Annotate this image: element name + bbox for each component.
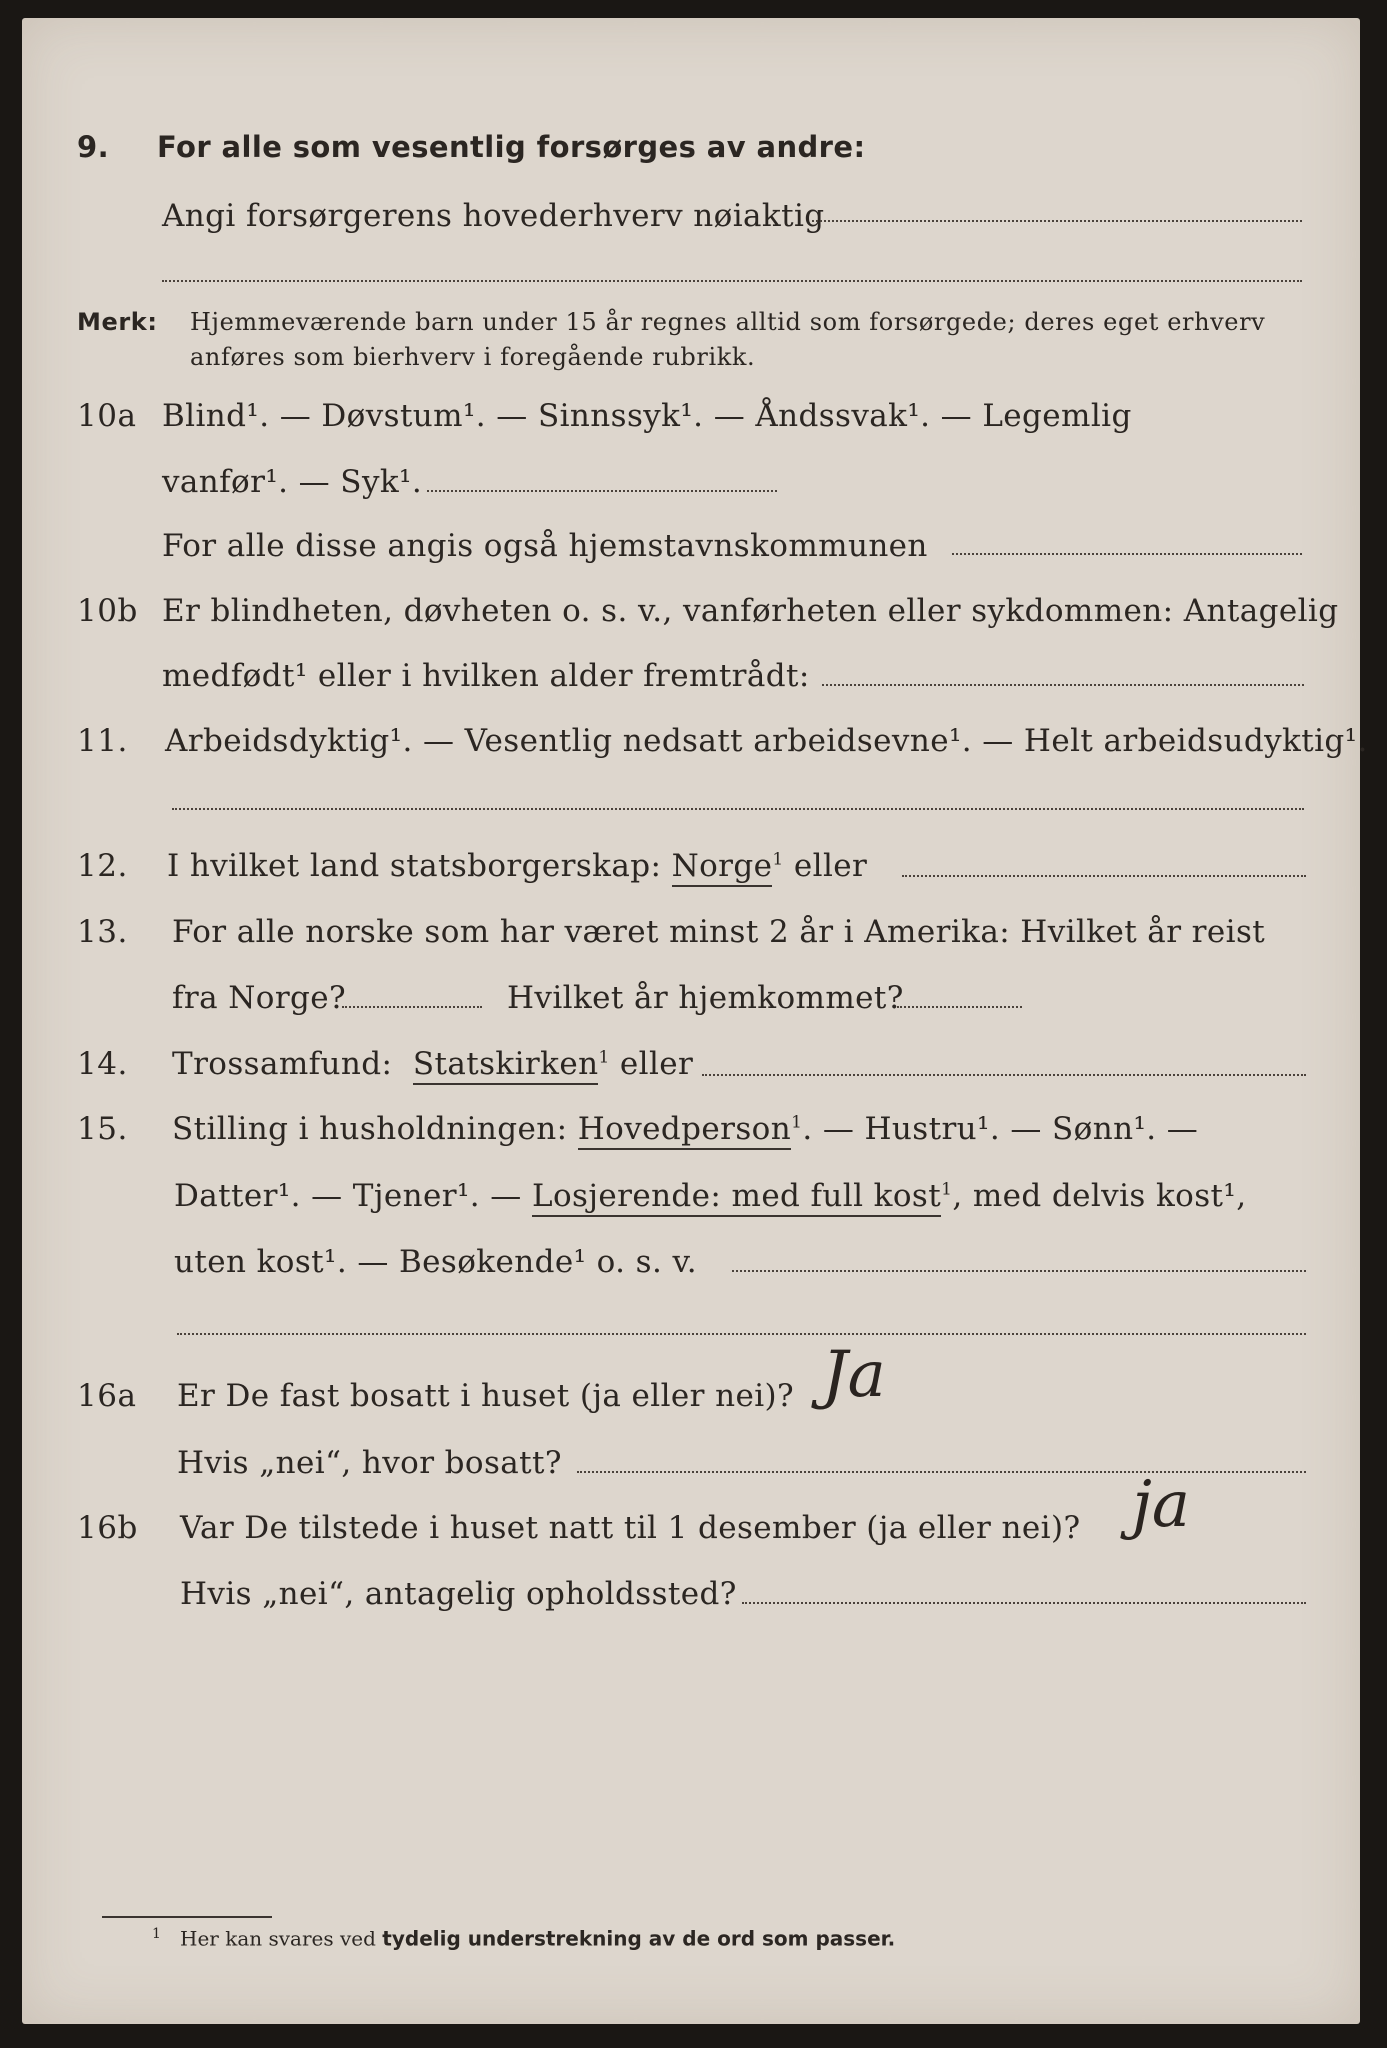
q12-number: 12.	[77, 848, 128, 884]
q12-or: eller	[793, 848, 868, 884]
q14-choice-statskirken[interactable]: Statskirken	[413, 1046, 599, 1085]
q16b-handwritten-answer[interactable]: ja	[1132, 1468, 1190, 1542]
q13-line-2a: fra Norge?	[172, 980, 347, 1016]
q16b-answer-line[interactable]	[742, 1602, 1306, 1604]
q15-answer-line-2[interactable]	[177, 1333, 1306, 1335]
q11-line-1: Arbeidsdyktig¹. — Vesentlig nedsatt arbeidsevne¹. — Helt arbeidsudyktig¹.	[165, 723, 1368, 759]
footnote	[152, 1926, 895, 1951]
note-line-1: Hjemmeværende barn under 15 år regnes alltid som forsørgede; deres eget erhverv	[190, 308, 1266, 336]
q15-options-2c: , med delvis kost¹,	[952, 1178, 1247, 1214]
note-line-2: anføres som bierhverv i foregående rubrikk.	[190, 343, 756, 371]
q15-line-1: Stilling i husholdningen: Hovedperson$^1$. — Hustru¹. — Sønn¹. —	[172, 1111, 1198, 1147]
q14-or: eller	[619, 1046, 694, 1082]
q12-prompt: I hvilket land statsborgerskap:	[167, 848, 662, 884]
q15-options-2a: Datter¹. — Tjener¹. —	[174, 1178, 522, 1214]
q9-answer-line[interactable]	[812, 220, 1302, 222]
q12-answer-line[interactable]	[902, 875, 1306, 877]
q13-line-2b: Hvilket år hjemkommet?	[507, 980, 904, 1016]
q14-line: Trossamfund: Statskirken$^1$ eller	[172, 1046, 693, 1082]
q14-number: 14.	[77, 1046, 128, 1082]
q9-prompt: Angi forsørgerens hovederhverv nøiaktig	[162, 198, 825, 234]
q15-choice-losjerende-full-kost[interactable]: Losjerende: med full kost	[532, 1178, 941, 1217]
q16a-line-2: Hvis „nei“, hvor bosatt?	[177, 1445, 562, 1481]
footnote-mark: 1	[152, 1926, 161, 1942]
q10b-number: 10b	[77, 593, 138, 629]
q10a-answer-line[interactable]	[427, 490, 777, 492]
q15-options-1: — Hustru¹. — Sønn¹. —	[822, 1111, 1199, 1147]
q16b-number: 16b	[77, 1510, 138, 1546]
q12-line: I hvilket land statsborgerskap: Norge$^1$ eller	[167, 848, 867, 884]
q15-number: 15.	[77, 1111, 128, 1147]
q10a-line-2: vanfør¹. — Syk¹.	[162, 464, 423, 500]
q16a-answer-line[interactable]	[577, 1471, 1306, 1473]
q13-number: 13.	[77, 914, 128, 950]
q15-choice-hovedperson[interactable]: Hovedperson	[578, 1111, 791, 1150]
q12-choice-norge[interactable]: Norge	[672, 848, 773, 887]
q13-return-line[interactable]	[897, 1006, 1022, 1008]
footnote-rule	[102, 1916, 272, 1918]
q13-departure-line[interactable]	[342, 1006, 482, 1008]
q10a-line-3: For alle disse angis også hjemstavnskommunen	[162, 528, 928, 564]
q16a-number: 16a	[77, 1378, 137, 1414]
footnote-text-a: Her kan svares ved	[180, 1926, 376, 1951]
q10b-answer-line[interactable]	[822, 684, 1304, 686]
q16b-line-2: Hvis „nei“, antagelig opholdssted?	[180, 1576, 737, 1612]
q9-number: 9.	[77, 130, 110, 164]
q14-prompt: Trossamfund:	[172, 1046, 393, 1082]
q9-answer-line-2[interactable]	[162, 280, 1302, 282]
q10a-hometown-line[interactable]	[952, 553, 1302, 555]
q10a-number: 10a	[77, 398, 137, 434]
q10b-line-1: Er blindheten, døvheten o. s. v., vanførheten eller sykdommen: Antagelig	[162, 593, 1339, 629]
q14-answer-line[interactable]	[702, 1074, 1306, 1076]
q10a-line-1: Blind¹. — Døvstum¹. — Sinnssyk¹. — Åndssvak¹. — Legemlig	[162, 398, 1132, 434]
q15-line-2: Datter¹. — Tjener¹. — Losjerende: med full kost$^1$, med delvis kost¹,	[174, 1178, 1246, 1214]
footnote-text-b: tydelig understrekning av de ord som passer.	[382, 1926, 896, 1951]
census-form-page	[22, 18, 1368, 2024]
q16a-line-1: Er De fast bosatt i huset (ja eller nei)?	[177, 1378, 795, 1414]
q15-answer-line[interactable]	[732, 1270, 1306, 1272]
note-label: Merk:	[77, 308, 158, 336]
q13-line-1: For alle norske som har været minst 2 år i Amerika: Hvilket år reist	[172, 914, 1266, 950]
q15-line-3: uten kost¹. — Besøkende¹ o. s. v.	[174, 1244, 697, 1280]
q9-title: For alle som vesentlig forsørges av andre:	[157, 130, 866, 164]
q15-prompt: Stilling i husholdningen:	[172, 1111, 568, 1147]
q11-number: 11.	[77, 723, 128, 759]
q16a-handwritten-answer[interactable]: Ja	[822, 1338, 886, 1412]
q16b-line-1: Var De tilstede i huset natt til 1 desember (ja eller nei)?	[180, 1510, 1081, 1546]
q10b-line-2: medfødt¹ eller i hvilken alder fremtrådt:	[162, 658, 810, 694]
q11-answer-line[interactable]	[172, 808, 1304, 810]
